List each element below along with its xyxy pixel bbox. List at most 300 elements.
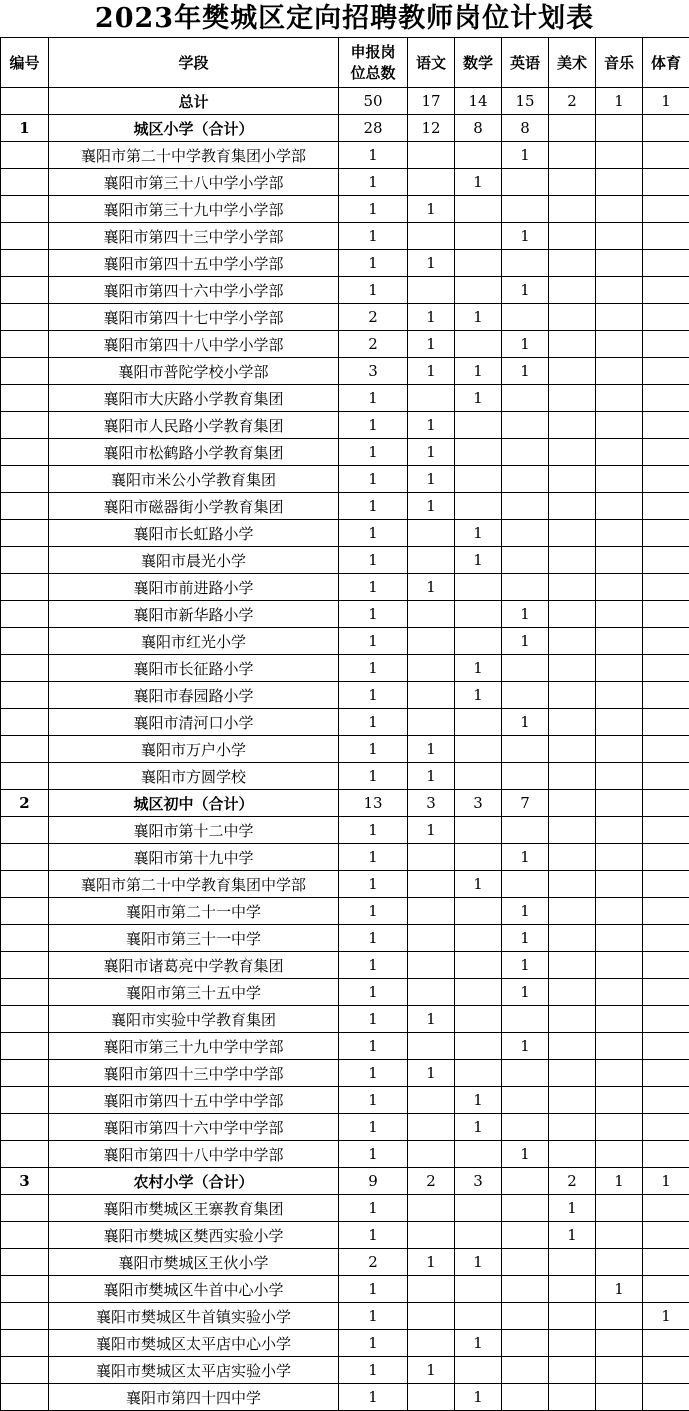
cell-art bbox=[549, 925, 596, 952]
cell-name: 总计 bbox=[49, 88, 339, 115]
cell-art: 2 bbox=[549, 1168, 596, 1195]
cell-art bbox=[549, 1249, 596, 1276]
cell-english: 1 bbox=[502, 223, 549, 250]
cell-english bbox=[502, 1060, 549, 1087]
header-art: 美术 bbox=[549, 38, 596, 88]
cell-total: 1 bbox=[339, 1276, 408, 1303]
cell-num bbox=[1, 520, 49, 547]
header-num: 编号 bbox=[1, 38, 49, 88]
cell-name: 襄阳市樊城区王寨教育集团 bbox=[49, 1195, 339, 1222]
cell-english bbox=[502, 1087, 549, 1114]
table-row bbox=[1, 169, 689, 196]
table-row bbox=[1, 1006, 689, 1033]
cell-art bbox=[549, 655, 596, 682]
cell-total: 1 bbox=[339, 1330, 408, 1357]
cell-num bbox=[1, 142, 49, 169]
cell-art bbox=[549, 1384, 596, 1411]
cell-total: 1 bbox=[339, 1033, 408, 1060]
cell-music bbox=[596, 439, 643, 466]
cell-chinese: 1 bbox=[408, 574, 455, 601]
cell-music bbox=[596, 952, 643, 979]
cell-english bbox=[502, 412, 549, 439]
cell-pe bbox=[643, 763, 689, 790]
cell-art bbox=[549, 952, 596, 979]
cell-total: 1 bbox=[339, 547, 408, 574]
cell-english: 1 bbox=[502, 1033, 549, 1060]
cell-music bbox=[596, 466, 643, 493]
cell-total: 1 bbox=[339, 898, 408, 925]
cell-pe bbox=[643, 547, 689, 574]
cell-chinese: 1 bbox=[408, 304, 455, 331]
cell-pe bbox=[643, 790, 689, 817]
cell-math bbox=[455, 709, 502, 736]
table-row bbox=[1, 709, 689, 736]
cell-art bbox=[549, 196, 596, 223]
group-row bbox=[1, 1168, 689, 1195]
cell-name: 襄阳市春园路小学 bbox=[49, 682, 339, 709]
table-row bbox=[1, 412, 689, 439]
cell-num bbox=[1, 1222, 49, 1249]
table-row bbox=[1, 1384, 689, 1411]
table-row bbox=[1, 763, 689, 790]
table-row bbox=[1, 277, 689, 304]
cell-num bbox=[1, 331, 49, 358]
cell-pe bbox=[643, 196, 689, 223]
cell-chinese bbox=[408, 682, 455, 709]
cell-chinese bbox=[408, 1087, 455, 1114]
cell-art bbox=[549, 763, 596, 790]
cell-english: 1 bbox=[502, 979, 549, 1006]
cell-math: 1 bbox=[455, 1087, 502, 1114]
cell-chinese bbox=[408, 655, 455, 682]
cell-math bbox=[455, 493, 502, 520]
cell-total: 1 bbox=[339, 250, 408, 277]
cell-art bbox=[549, 736, 596, 763]
table-row bbox=[1, 1141, 689, 1168]
cell-name: 襄阳市长征路小学 bbox=[49, 655, 339, 682]
cell-art bbox=[549, 385, 596, 412]
table-row bbox=[1, 304, 689, 331]
group-row bbox=[1, 790, 689, 817]
cell-english bbox=[502, 1357, 549, 1384]
cell-math bbox=[455, 1222, 502, 1249]
table-row bbox=[1, 547, 689, 574]
cell-pe bbox=[643, 844, 689, 871]
cell-math: 1 bbox=[455, 1330, 502, 1357]
cell-chinese: 17 bbox=[408, 88, 455, 115]
cell-art: 1 bbox=[549, 1222, 596, 1249]
cell-chinese bbox=[408, 709, 455, 736]
cell-english: 1 bbox=[502, 331, 549, 358]
cell-name: 襄阳市第四十八中学中学部 bbox=[49, 1141, 339, 1168]
cell-english bbox=[502, 547, 549, 574]
cell-num bbox=[1, 979, 49, 1006]
cell-name: 襄阳市普陀学校小学部 bbox=[49, 358, 339, 385]
cell-total: 1 bbox=[339, 709, 408, 736]
cell-english bbox=[502, 1168, 549, 1195]
cell-math bbox=[455, 1303, 502, 1330]
cell-math: 1 bbox=[455, 1249, 502, 1276]
table-row bbox=[1, 952, 689, 979]
table-row bbox=[1, 817, 689, 844]
cell-name: 襄阳市第三十九中学中学部 bbox=[49, 1033, 339, 1060]
cell-num bbox=[1, 223, 49, 250]
cell-math bbox=[455, 142, 502, 169]
cell-music bbox=[596, 601, 643, 628]
cell-music bbox=[596, 790, 643, 817]
cell-art bbox=[549, 601, 596, 628]
cell-name: 襄阳市第三十九中学小学部 bbox=[49, 196, 339, 223]
cell-math bbox=[455, 412, 502, 439]
cell-pe bbox=[643, 601, 689, 628]
cell-pe bbox=[643, 439, 689, 466]
cell-music bbox=[596, 1141, 643, 1168]
cell-chinese: 1 bbox=[408, 331, 455, 358]
cell-english: 1 bbox=[502, 844, 549, 871]
cell-math bbox=[455, 1033, 502, 1060]
cell-art bbox=[549, 520, 596, 547]
cell-num bbox=[1, 385, 49, 412]
cell-music bbox=[596, 1357, 643, 1384]
cell-music bbox=[596, 655, 643, 682]
cell-name: 城区初中（合计） bbox=[49, 790, 339, 817]
cell-art bbox=[549, 1276, 596, 1303]
cell-num bbox=[1, 1276, 49, 1303]
cell-music bbox=[596, 520, 643, 547]
cell-english bbox=[502, 439, 549, 466]
cell-music bbox=[596, 115, 643, 142]
cell-art bbox=[549, 979, 596, 1006]
cell-art bbox=[549, 817, 596, 844]
cell-art bbox=[549, 844, 596, 871]
cell-name: 襄阳市第四十六中学中学部 bbox=[49, 1114, 339, 1141]
cell-art bbox=[549, 1033, 596, 1060]
cell-math bbox=[455, 736, 502, 763]
table-row bbox=[1, 844, 689, 871]
cell-math: 1 bbox=[455, 547, 502, 574]
cell-english: 1 bbox=[502, 601, 549, 628]
cell-chinese bbox=[408, 142, 455, 169]
cell-total: 1 bbox=[339, 1006, 408, 1033]
cell-total: 1 bbox=[339, 493, 408, 520]
cell-num bbox=[1, 1195, 49, 1222]
cell-total: 1 bbox=[339, 574, 408, 601]
cell-total: 1 bbox=[339, 385, 408, 412]
cell-music bbox=[596, 1006, 643, 1033]
cell-name: 襄阳市第三十五中学 bbox=[49, 979, 339, 1006]
cell-total: 1 bbox=[339, 1303, 408, 1330]
cell-pe bbox=[643, 682, 689, 709]
cell-art bbox=[549, 1060, 596, 1087]
cell-name: 襄阳市第四十六中学小学部 bbox=[49, 277, 339, 304]
cell-total: 1 bbox=[339, 1222, 408, 1249]
cell-chinese bbox=[408, 169, 455, 196]
table-row bbox=[1, 898, 689, 925]
cell-num bbox=[1, 466, 49, 493]
cell-chinese bbox=[408, 1384, 455, 1411]
table-row bbox=[1, 1060, 689, 1087]
header-stage: 学段 bbox=[49, 38, 339, 88]
cell-music bbox=[596, 871, 643, 898]
cell-chinese bbox=[408, 628, 455, 655]
cell-num bbox=[1, 682, 49, 709]
cell-name: 襄阳市万户小学 bbox=[49, 736, 339, 763]
cell-english bbox=[502, 1195, 549, 1222]
cell-music bbox=[596, 709, 643, 736]
total-row bbox=[1, 88, 689, 115]
cell-english bbox=[502, 1114, 549, 1141]
cell-name: 襄阳市第二十中学教育集团小学部 bbox=[49, 142, 339, 169]
cell-pe: 1 bbox=[643, 1168, 689, 1195]
cell-pe bbox=[643, 817, 689, 844]
cell-music bbox=[596, 250, 643, 277]
cell-chinese: 12 bbox=[408, 115, 455, 142]
cell-chinese bbox=[408, 925, 455, 952]
cell-music bbox=[596, 142, 643, 169]
cell-num bbox=[1, 1033, 49, 1060]
cell-total: 1 bbox=[339, 223, 408, 250]
cell-pe: 1 bbox=[643, 88, 689, 115]
cell-total: 1 bbox=[339, 1114, 408, 1141]
cell-math: 3 bbox=[455, 1168, 502, 1195]
cell-num: 3 bbox=[1, 1168, 49, 1195]
cell-music bbox=[596, 682, 643, 709]
cell-num bbox=[1, 871, 49, 898]
table-row bbox=[1, 1222, 689, 1249]
cell-num bbox=[1, 439, 49, 466]
cell-english bbox=[502, 385, 549, 412]
cell-name: 襄阳市人民路小学教育集团 bbox=[49, 412, 339, 439]
cell-total: 13 bbox=[339, 790, 408, 817]
cell-total: 1 bbox=[339, 1384, 408, 1411]
cell-math bbox=[455, 844, 502, 871]
table-row bbox=[1, 1087, 689, 1114]
cell-num bbox=[1, 196, 49, 223]
cell-chinese: 1 bbox=[408, 736, 455, 763]
cell-english bbox=[502, 169, 549, 196]
cell-chinese: 1 bbox=[408, 1357, 455, 1384]
cell-music: 1 bbox=[596, 1168, 643, 1195]
cell-pe bbox=[643, 1330, 689, 1357]
cell-total: 9 bbox=[339, 1168, 408, 1195]
cell-total: 1 bbox=[339, 439, 408, 466]
cell-music bbox=[596, 331, 643, 358]
cell-total: 1 bbox=[339, 925, 408, 952]
cell-art bbox=[549, 871, 596, 898]
cell-name: 襄阳市樊城区牛首镇实验小学 bbox=[49, 1303, 339, 1330]
page-title: 2023年樊城区定向招聘教师岗位计划表 bbox=[94, 3, 595, 34]
cell-num bbox=[1, 952, 49, 979]
table-row bbox=[1, 520, 689, 547]
cell-name: 襄阳市樊城区太平店中心小学 bbox=[49, 1330, 339, 1357]
cell-name: 襄阳市长虹路小学 bbox=[49, 520, 339, 547]
cell-name: 襄阳市樊城区樊西实验小学 bbox=[49, 1222, 339, 1249]
table-row bbox=[1, 979, 689, 1006]
cell-pe bbox=[643, 1087, 689, 1114]
cell-english: 1 bbox=[502, 358, 549, 385]
cell-chinese bbox=[408, 277, 455, 304]
cell-pe bbox=[643, 1141, 689, 1168]
cell-name: 襄阳市大庆路小学教育集团 bbox=[49, 385, 339, 412]
cell-num bbox=[1, 493, 49, 520]
cell-math bbox=[455, 439, 502, 466]
cell-chinese: 1 bbox=[408, 763, 455, 790]
cell-name: 襄阳市清河口小学 bbox=[49, 709, 339, 736]
cell-music bbox=[596, 1249, 643, 1276]
cell-pe bbox=[643, 520, 689, 547]
cell-chinese: 3 bbox=[408, 790, 455, 817]
cell-total: 1 bbox=[339, 277, 408, 304]
cell-math bbox=[455, 250, 502, 277]
cell-name: 襄阳市第四十三中学中学部 bbox=[49, 1060, 339, 1087]
header-total bbox=[339, 38, 408, 88]
cell-total: 1 bbox=[339, 817, 408, 844]
cell-math: 1 bbox=[455, 682, 502, 709]
cell-art bbox=[549, 493, 596, 520]
cell-name: 农村小学（合计） bbox=[49, 1168, 339, 1195]
cell-math: 14 bbox=[455, 88, 502, 115]
cell-chinese bbox=[408, 223, 455, 250]
cell-music bbox=[596, 412, 643, 439]
cell-art bbox=[549, 1357, 596, 1384]
cell-total: 1 bbox=[339, 601, 408, 628]
cell-music bbox=[596, 1330, 643, 1357]
cell-music bbox=[596, 1195, 643, 1222]
cell-chinese bbox=[408, 844, 455, 871]
cell-art bbox=[549, 628, 596, 655]
cell-art bbox=[549, 1141, 596, 1168]
header-total-line2: 位总数 bbox=[350, 63, 396, 82]
cell-math bbox=[455, 331, 502, 358]
cell-name: 襄阳市第十九中学 bbox=[49, 844, 339, 871]
cell-chinese bbox=[408, 601, 455, 628]
cell-music bbox=[596, 925, 643, 952]
table-row bbox=[1, 601, 689, 628]
cell-total: 1 bbox=[339, 952, 408, 979]
cell-art bbox=[549, 439, 596, 466]
cell-total: 1 bbox=[339, 736, 408, 763]
cell-pe bbox=[643, 925, 689, 952]
cell-english bbox=[502, 196, 549, 223]
cell-name: 襄阳市第四十五中学中学部 bbox=[49, 1087, 339, 1114]
cell-math bbox=[455, 817, 502, 844]
cell-art bbox=[549, 1006, 596, 1033]
cell-english bbox=[502, 466, 549, 493]
cell-total: 1 bbox=[339, 844, 408, 871]
cell-pe bbox=[643, 709, 689, 736]
cell-chinese bbox=[408, 898, 455, 925]
cell-english bbox=[502, 736, 549, 763]
cell-music bbox=[596, 574, 643, 601]
cell-chinese: 1 bbox=[408, 817, 455, 844]
cell-pe bbox=[643, 871, 689, 898]
cell-art bbox=[549, 331, 596, 358]
cell-pe bbox=[643, 1006, 689, 1033]
table-row bbox=[1, 682, 689, 709]
cell-total: 2 bbox=[339, 304, 408, 331]
cell-pe bbox=[643, 574, 689, 601]
cell-math bbox=[455, 952, 502, 979]
cell-music bbox=[596, 763, 643, 790]
cell-pe bbox=[643, 1060, 689, 1087]
cell-english bbox=[502, 655, 549, 682]
cell-chinese: 1 bbox=[408, 466, 455, 493]
cell-chinese bbox=[408, 1033, 455, 1060]
cell-music bbox=[596, 169, 643, 196]
table-row bbox=[1, 196, 689, 223]
cell-num bbox=[1, 1357, 49, 1384]
cell-total: 1 bbox=[339, 628, 408, 655]
cell-name: 襄阳市第三十一中学 bbox=[49, 925, 339, 952]
header-pe: 体育 bbox=[643, 38, 689, 88]
recruitment-table bbox=[0, 37, 689, 1411]
cell-chinese: 1 bbox=[408, 493, 455, 520]
cell-name: 襄阳市磁器街小学教育集团 bbox=[49, 493, 339, 520]
cell-music bbox=[596, 1060, 643, 1087]
cell-pe bbox=[643, 250, 689, 277]
table-row bbox=[1, 628, 689, 655]
cell-math: 1 bbox=[455, 304, 502, 331]
cell-num: 1 bbox=[1, 115, 49, 142]
cell-num bbox=[1, 655, 49, 682]
cell-chinese bbox=[408, 520, 455, 547]
cell-math bbox=[455, 466, 502, 493]
table-row bbox=[1, 250, 689, 277]
cell-name: 襄阳市晨光小学 bbox=[49, 547, 339, 574]
cell-pe bbox=[643, 115, 689, 142]
cell-math bbox=[455, 1276, 502, 1303]
header-english: 英语 bbox=[502, 38, 549, 88]
cell-num bbox=[1, 844, 49, 871]
table-row bbox=[1, 1033, 689, 1060]
cell-english: 7 bbox=[502, 790, 549, 817]
cell-chinese bbox=[408, 1141, 455, 1168]
cell-total: 1 bbox=[339, 1357, 408, 1384]
cell-num bbox=[1, 1006, 49, 1033]
cell-num bbox=[1, 304, 49, 331]
cell-art bbox=[549, 709, 596, 736]
cell-total: 1 bbox=[339, 142, 408, 169]
table-row bbox=[1, 1330, 689, 1357]
cell-english bbox=[502, 574, 549, 601]
cell-math bbox=[455, 196, 502, 223]
table-row bbox=[1, 1303, 689, 1330]
cell-math bbox=[455, 574, 502, 601]
cell-math bbox=[455, 601, 502, 628]
table-row bbox=[1, 223, 689, 250]
cell-chinese: 1 bbox=[408, 1249, 455, 1276]
cell-num bbox=[1, 547, 49, 574]
cell-name: 襄阳市米公小学教育集团 bbox=[49, 466, 339, 493]
cell-english: 1 bbox=[502, 952, 549, 979]
cell-math bbox=[455, 1141, 502, 1168]
cell-math bbox=[455, 1195, 502, 1222]
cell-total: 1 bbox=[339, 655, 408, 682]
cell-music: 1 bbox=[596, 1276, 643, 1303]
cell-chinese bbox=[408, 385, 455, 412]
cell-num bbox=[1, 1249, 49, 1276]
table-row bbox=[1, 871, 689, 898]
cell-music bbox=[596, 979, 643, 1006]
cell-name: 襄阳市第四十五中学小学部 bbox=[49, 250, 339, 277]
cell-math bbox=[455, 979, 502, 1006]
cell-name: 襄阳市第二十一中学 bbox=[49, 898, 339, 925]
cell-art bbox=[549, 304, 596, 331]
cell-num bbox=[1, 1114, 49, 1141]
cell-name: 襄阳市第二十中学教育集团中学部 bbox=[49, 871, 339, 898]
cell-chinese: 1 bbox=[408, 1006, 455, 1033]
cell-art bbox=[549, 466, 596, 493]
